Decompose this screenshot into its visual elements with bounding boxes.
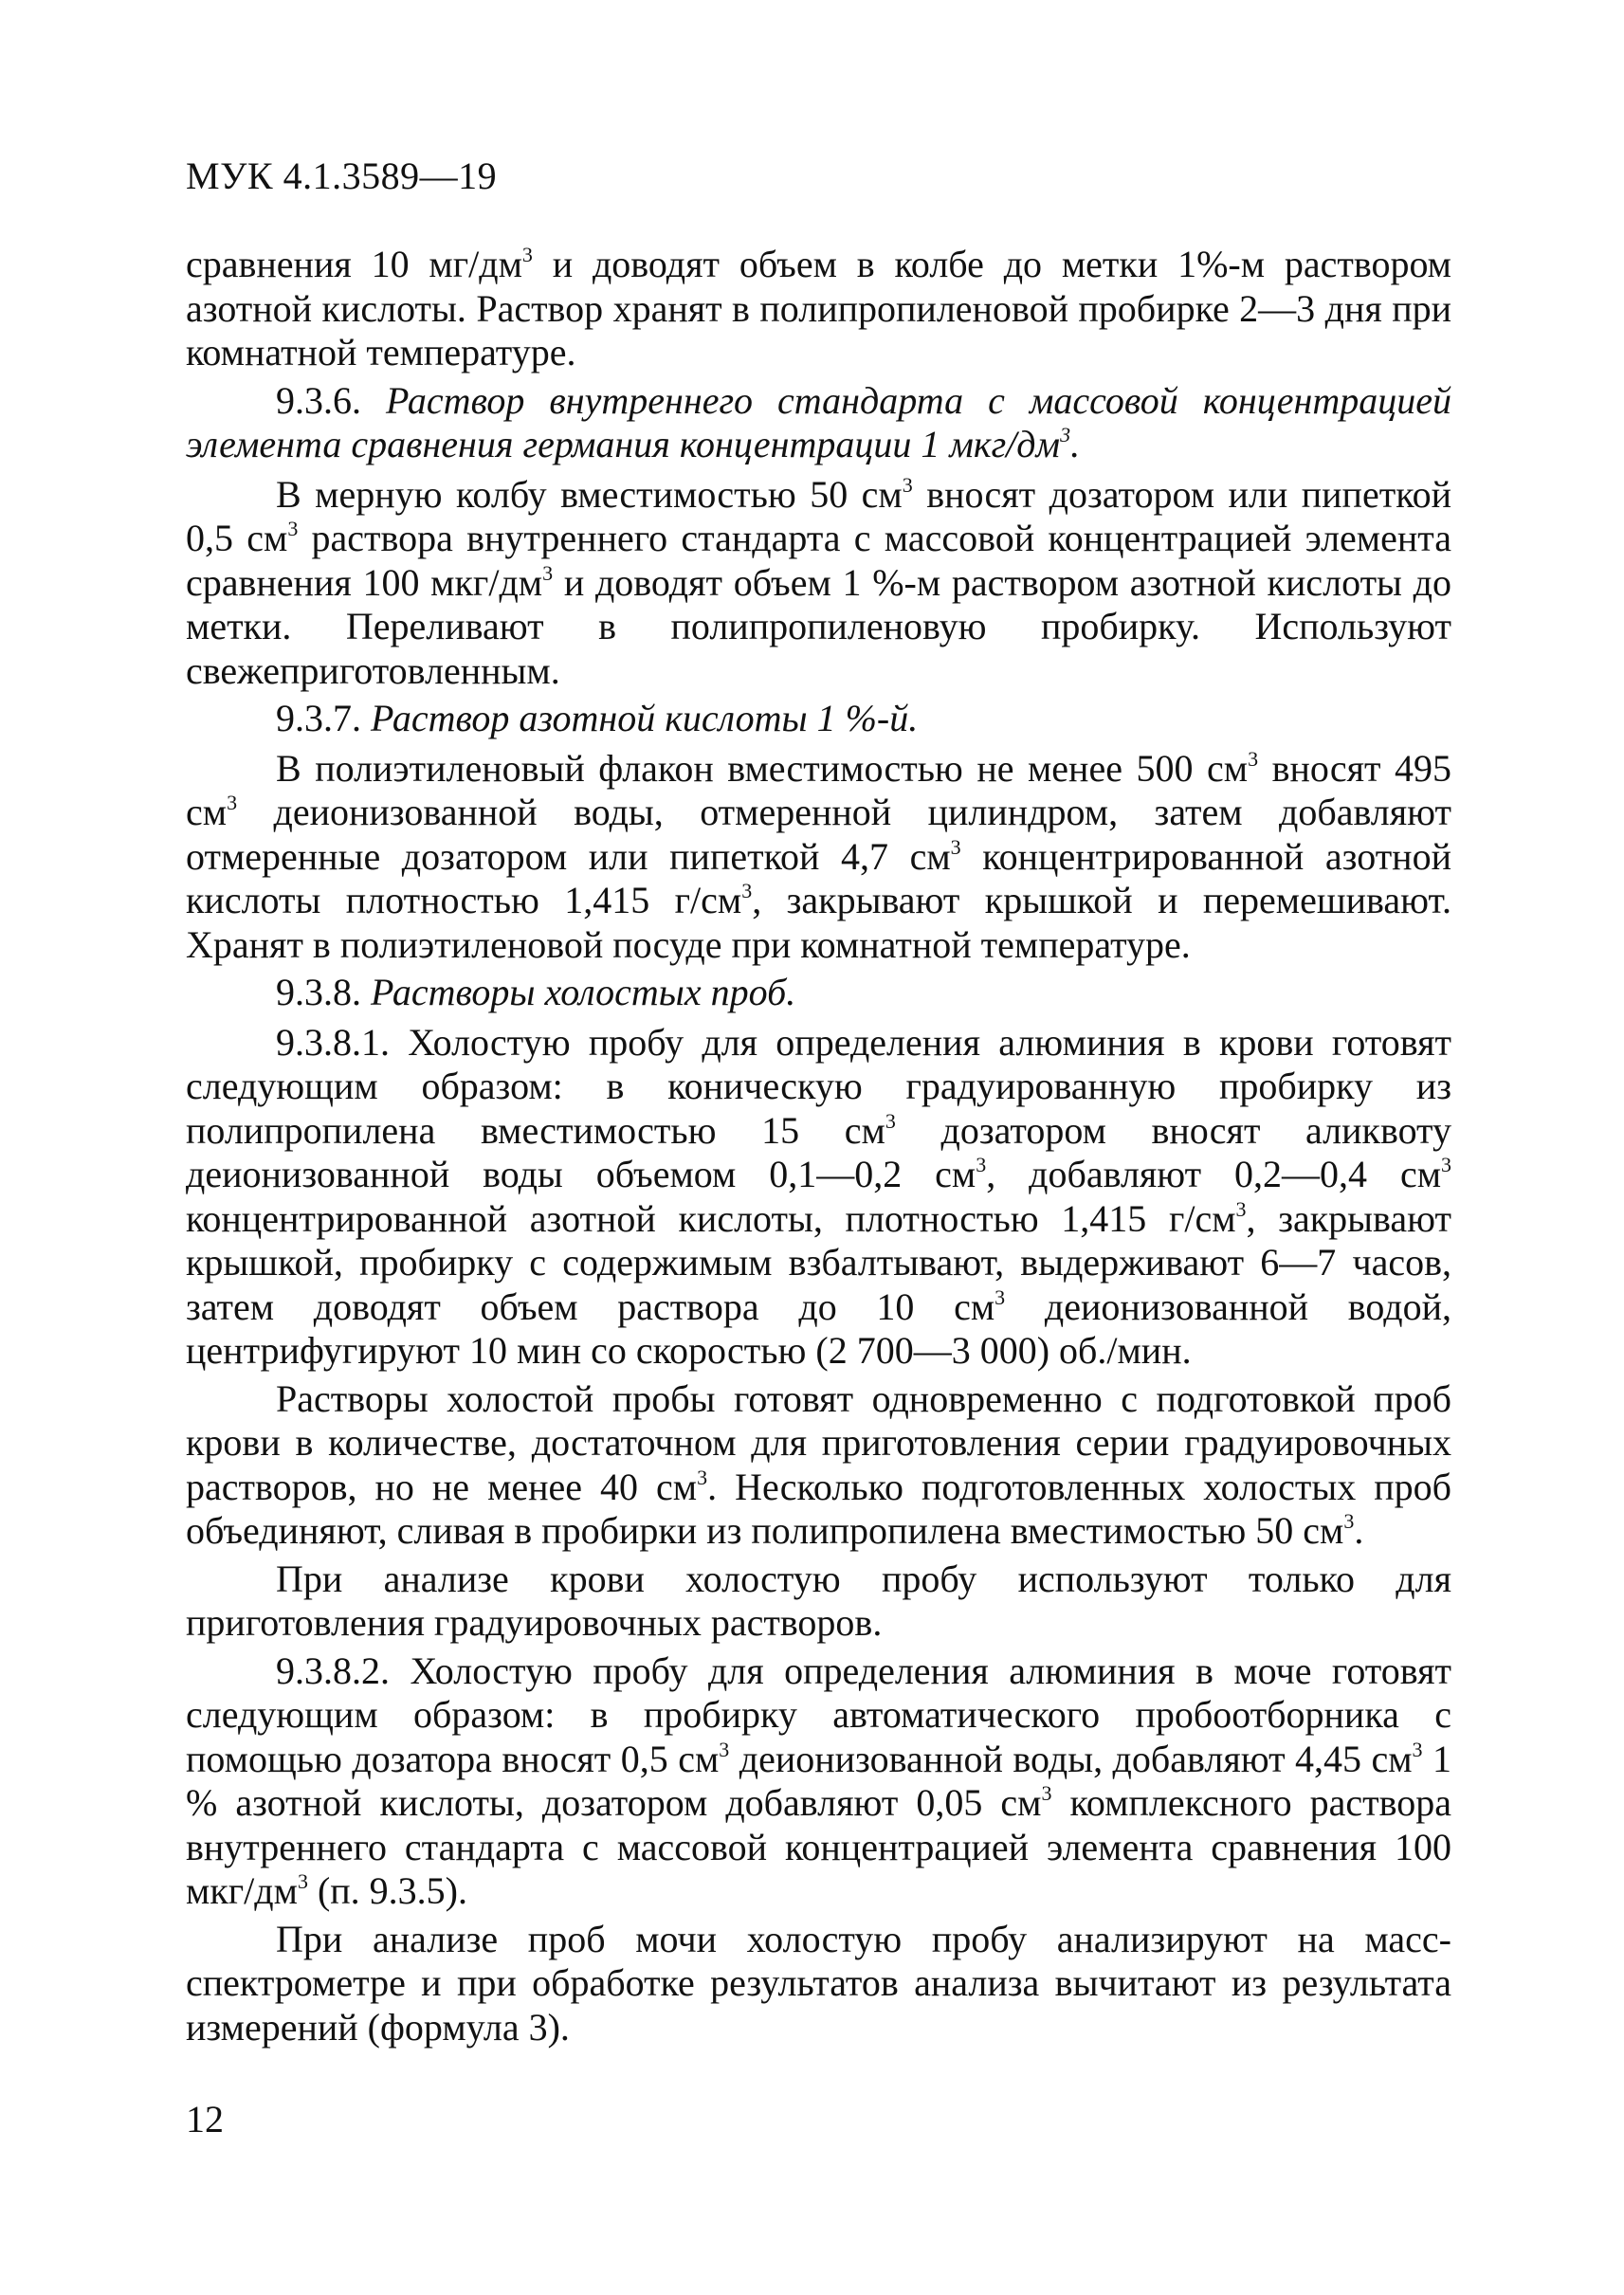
document-code-header: МУК 4.1.3589—19 <box>186 155 498 197</box>
paragraph-9-3-8-1: 9.3.8.1. Холостую пробу для определения алюминия в крови готовят следующим образом: в коническую градуированную пробирку из полипропилена вместимостью 15 $см^3$ дозатором вносят аликвоту деионизованной воды объемом 0,1—0,2 $см^3$, добавляют 0,2—0,4 $см^3$ концентрированной азотной кислоты, плотностью 1,415 $г/см^3$, закрывают крышкой, пробирку с содержимым взбалтывают, выдерживают 6—7 часов, затем доводят объем раствора до 10 $см^3$ деионизованной водой, центрифугируют 10 мин со скоростью (2 700—3 000) об./мин. <box>186 1020 1452 1372</box>
paragraph-blank-blood-prep: Растворы холостой пробы готовят одновременно с подготовкой проб крови в количестве, достаточном для приготовления серии градуировочных растворов, но не менее 40 $см^3$. Несколько подготовленных холостых проб объединяют, сливая в пробирки из полипропилена вместимостью 50 $см^3$. <box>186 1376 1451 1552</box>
paragraph-9-3-7-body: В полиэтиленовый флакон вместимостью не менее 500 $см^3$ вносят 495 $см^3$ деионизованной воды, отмеренной цилиндром, затем добавляют отмеренные дозатором или пипеткой 4,7 $см^3$ концентрированной азотной кислоты плотностью 1,415 $г/см^3$, закрывают крышкой и перемешивают. Хранят в полиэтиленовой посуде при комнатной температуре. <box>186 746 1452 966</box>
paragraph-9-3-6-body: В мерную колбу вместимостью 50 $см^3$ вносят дозатором или пипеткой 0,5 $см^3$ раствора внутреннего стандарта с массовой концентрацией элемента сравнения 100 мкг/$дм^3$ и доводят объем 1 %-м раствором азотной кислоты до метки. Переливают в полипропиленовую пробирку. Используют свежеприготовленным. <box>186 472 1451 692</box>
section-heading-9-3-7: 9.3.7. Раствор азотной кислоты 1 %-й. <box>276 697 919 739</box>
page-body <box>186 243 1451 2053</box>
page-number: 12 <box>186 2098 224 2140</box>
paragraph-9-3-8-2: 9.3.8.2. Холостую пробу для определения алюминия в моче готовят следующим образом: в пробирку автоматического пробоотборника с помощью дозатора вносят 0,5 $см^3$ деионизованной воды, добавляют 4,45 $см^3$ 1 % азотной кислоты, дозатором добавляют 0,05 $см^3$ комплексного раствора внутреннего стандарта с массовой концентрацией элемента сравнения 100 мкг/$дм^3$ (п. 9.3.5). <box>186 1648 1452 1912</box>
section-heading-9-3-6: 9.3.6. Раствор внутреннего стандарта с массовой концентрацией элемента сравнения германия концентрации 1 мкг/$дм^3$. <box>186 378 1452 465</box>
paragraph-continuation: сравнения 10 $мг/дм^3$ и доводят объем в колбе до метки 1%-м раствором азотной кислоты. Раствор хранят в полипропиленовой пробирке 2—3 дня при комнатной температуре. <box>186 243 1451 373</box>
section-heading-9-3-8: 9.3.8. Растворы холостых проб. <box>276 971 796 1013</box>
paragraph-blank-blood-use: При анализе крови холостую пробу используют только для приготовления градуировочных растворов. <box>186 1557 1451 1644</box>
paragraph-blank-urine-use: При анализе проб мочи холостую пробу анализируют на масс-спектрометре и при обработке результатов анализа вычитают из результата измерений (формула 3). <box>186 1917 1451 2049</box>
